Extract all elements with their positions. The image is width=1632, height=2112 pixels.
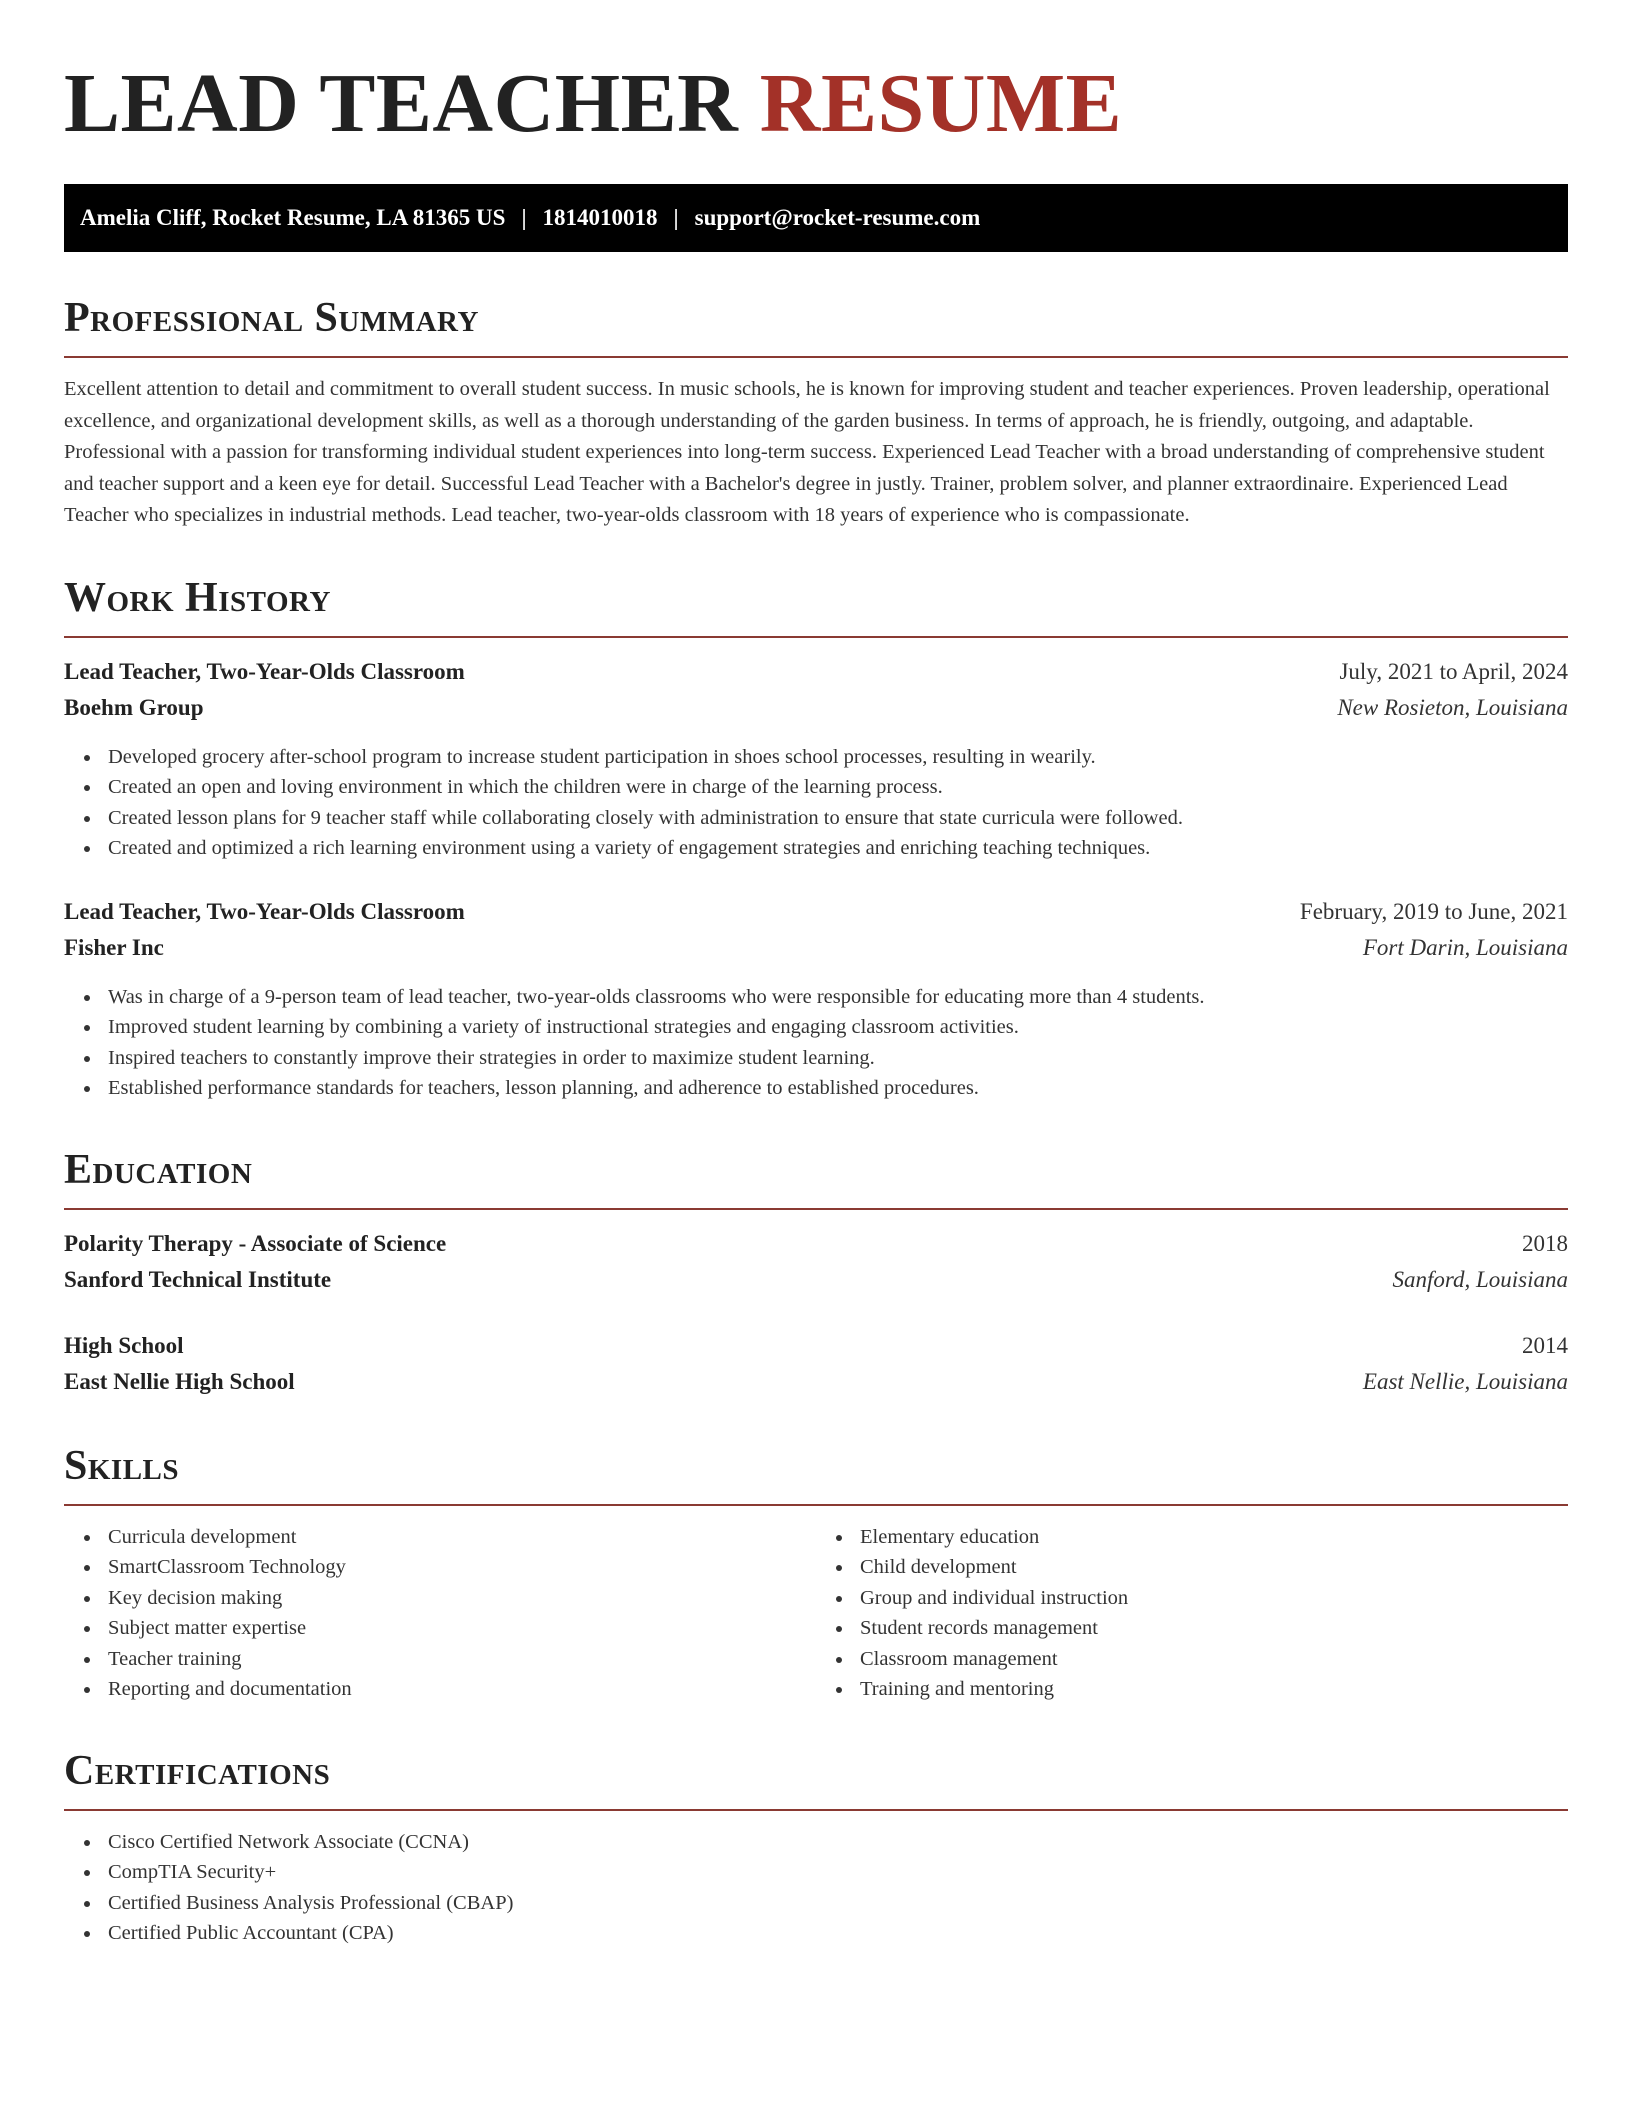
certifications-section xyxy=(64,1747,1568,1949)
section-heading-education: Education xyxy=(64,1146,1568,1210)
job-bullet: Created and optimized a rich learning environment using a variety of engagement strategies and enriching teaching techniques. xyxy=(108,833,1568,864)
section-heading-skills: Skills xyxy=(64,1442,1568,1506)
job-bullet: Was in charge of a 9-person team of lead teacher, two-year-olds classrooms who were responsible for educating more than 4 students. xyxy=(108,982,1568,1013)
job-bullets xyxy=(64,982,1568,1104)
job-entry xyxy=(64,654,1568,864)
contact-email: support@rocket-resume.com xyxy=(694,205,981,230)
summary-text: Excellent attention to detail and commitment to overall student success. In music schools, he is known for improving student and teacher experiences. Proven leadership, operational excellence, and organizational development skills, as well as a thorough understanding of the garden business. In terms of approach, he is friendly, outgoing, and adaptable. Professional with a passion for transforming individual student experiences into long-term success. Experienced Lead Teacher with a broad understanding of comprehensive student and teacher support and a keen eye for detail. Successful Lead Teacher with a Bachelor's degree in justly. Trainer, problem solver, and planner extraordinaire. Experienced Lead Teacher who specializes in industrial methods. Lead teacher, two-year-olds classroom with 18 years of experience who is compassionate. xyxy=(64,378,1550,526)
work-history-section xyxy=(64,574,1568,1104)
skills-section xyxy=(64,1442,1568,1705)
contact-phone: 1814010018 xyxy=(542,205,658,230)
certifications-list xyxy=(64,1827,1568,1949)
job-bullet: Inspired teachers to constantly improve their strategies in order to maximize student learning. xyxy=(108,1043,1568,1074)
skill-item: Teacher training xyxy=(108,1644,816,1675)
education-school: Sanford Technical Institute xyxy=(64,1266,332,1292)
education-entry xyxy=(64,1328,1568,1400)
education-degree: Polarity Therapy - Associate of Science xyxy=(64,1230,447,1256)
job-location: New Rosieton, Louisiana xyxy=(1337,694,1568,720)
education-school: East Nellie High School xyxy=(64,1368,295,1394)
section-heading-summary: Professional Summary xyxy=(64,294,1568,358)
contact-address: Amelia Cliff, Rocket Resume, LA 81365 US xyxy=(80,205,506,230)
job-company: Boehm Group xyxy=(64,694,204,720)
job-title: Lead Teacher, Two-Year-Olds Classroom xyxy=(64,898,465,924)
skills-grid xyxy=(64,1522,1568,1705)
education-section xyxy=(64,1146,1568,1400)
skill-item: Curricula development xyxy=(108,1522,816,1553)
skill-item: Key decision making xyxy=(108,1583,816,1614)
job-title: Lead Teacher, Two-Year-Olds Classroom xyxy=(64,658,465,684)
job-bullet: Developed grocery after-school program to increase student participation in shoes school processes, resulting in wearily. xyxy=(108,742,1568,773)
education-location: East Nellie, Louisiana xyxy=(1362,1368,1568,1394)
job-bullet: Created lesson plans for 9 teacher staff while collaborating closely with administration to ensure that state curricula were followed. xyxy=(108,803,1568,834)
education-location: Sanford, Louisiana xyxy=(1392,1266,1568,1292)
skill-item: Student records management xyxy=(860,1613,1568,1644)
certification-item: Certified Business Analysis Professional (CBAP) xyxy=(108,1888,1568,1919)
job-company: Fisher Inc xyxy=(64,934,164,960)
education-year: 2014 xyxy=(1522,1332,1568,1358)
skill-item: Training and mentoring xyxy=(860,1674,1568,1705)
certification-item: Certified Public Accountant (CPA) xyxy=(108,1918,1568,1949)
contact-separator: | xyxy=(521,205,527,230)
job-bullet: Improved student learning by combining a variety of instructional strategies and engaging classroom activities. xyxy=(108,1012,1568,1043)
skill-item: Elementary education xyxy=(860,1522,1568,1553)
skill-item: Reporting and documentation xyxy=(108,1674,816,1705)
summary-section xyxy=(64,294,1568,532)
job-dates: February, 2019 to June, 2021 xyxy=(1299,898,1568,924)
contact-bar xyxy=(64,184,1568,252)
section-heading-certifications: Certifications xyxy=(64,1747,1568,1811)
skill-item: Child development xyxy=(860,1552,1568,1583)
job-bullet: Created an open and loving environment in which the children were in charge of the learning process. xyxy=(108,772,1568,803)
contact-separator: | xyxy=(673,205,679,230)
education-year: 2018 xyxy=(1522,1230,1568,1256)
job-entry xyxy=(64,894,1568,1104)
certification-item: Cisco Certified Network Associate (CCNA) xyxy=(108,1827,1568,1858)
skill-item: SmartClassroom Technology xyxy=(108,1552,816,1583)
skill-item: Group and individual instruction xyxy=(860,1583,1568,1614)
skills-list-left xyxy=(64,1522,816,1705)
title-accent: RESUME xyxy=(759,57,1123,150)
education-entry xyxy=(64,1226,1568,1298)
job-dates: July, 2021 to April, 2024 xyxy=(1339,658,1568,684)
section-heading-work-history: Work History xyxy=(64,574,1568,638)
skills-list-right xyxy=(816,1522,1568,1705)
title-main: LEAD TEACHER xyxy=(64,57,739,150)
job-bullet: Established performance standards for teachers, lesson planning, and adherence to established procedures. xyxy=(108,1073,1568,1104)
job-bullets xyxy=(64,742,1568,864)
skill-item: Subject matter expertise xyxy=(108,1613,816,1644)
education-degree: High School xyxy=(64,1332,184,1358)
job-location: Fort Darin, Louisiana xyxy=(1362,934,1568,960)
skill-item: Classroom management xyxy=(860,1644,1568,1675)
resume-title xyxy=(64,0,1568,150)
certification-item: CompTIA Security+ xyxy=(108,1857,1568,1888)
